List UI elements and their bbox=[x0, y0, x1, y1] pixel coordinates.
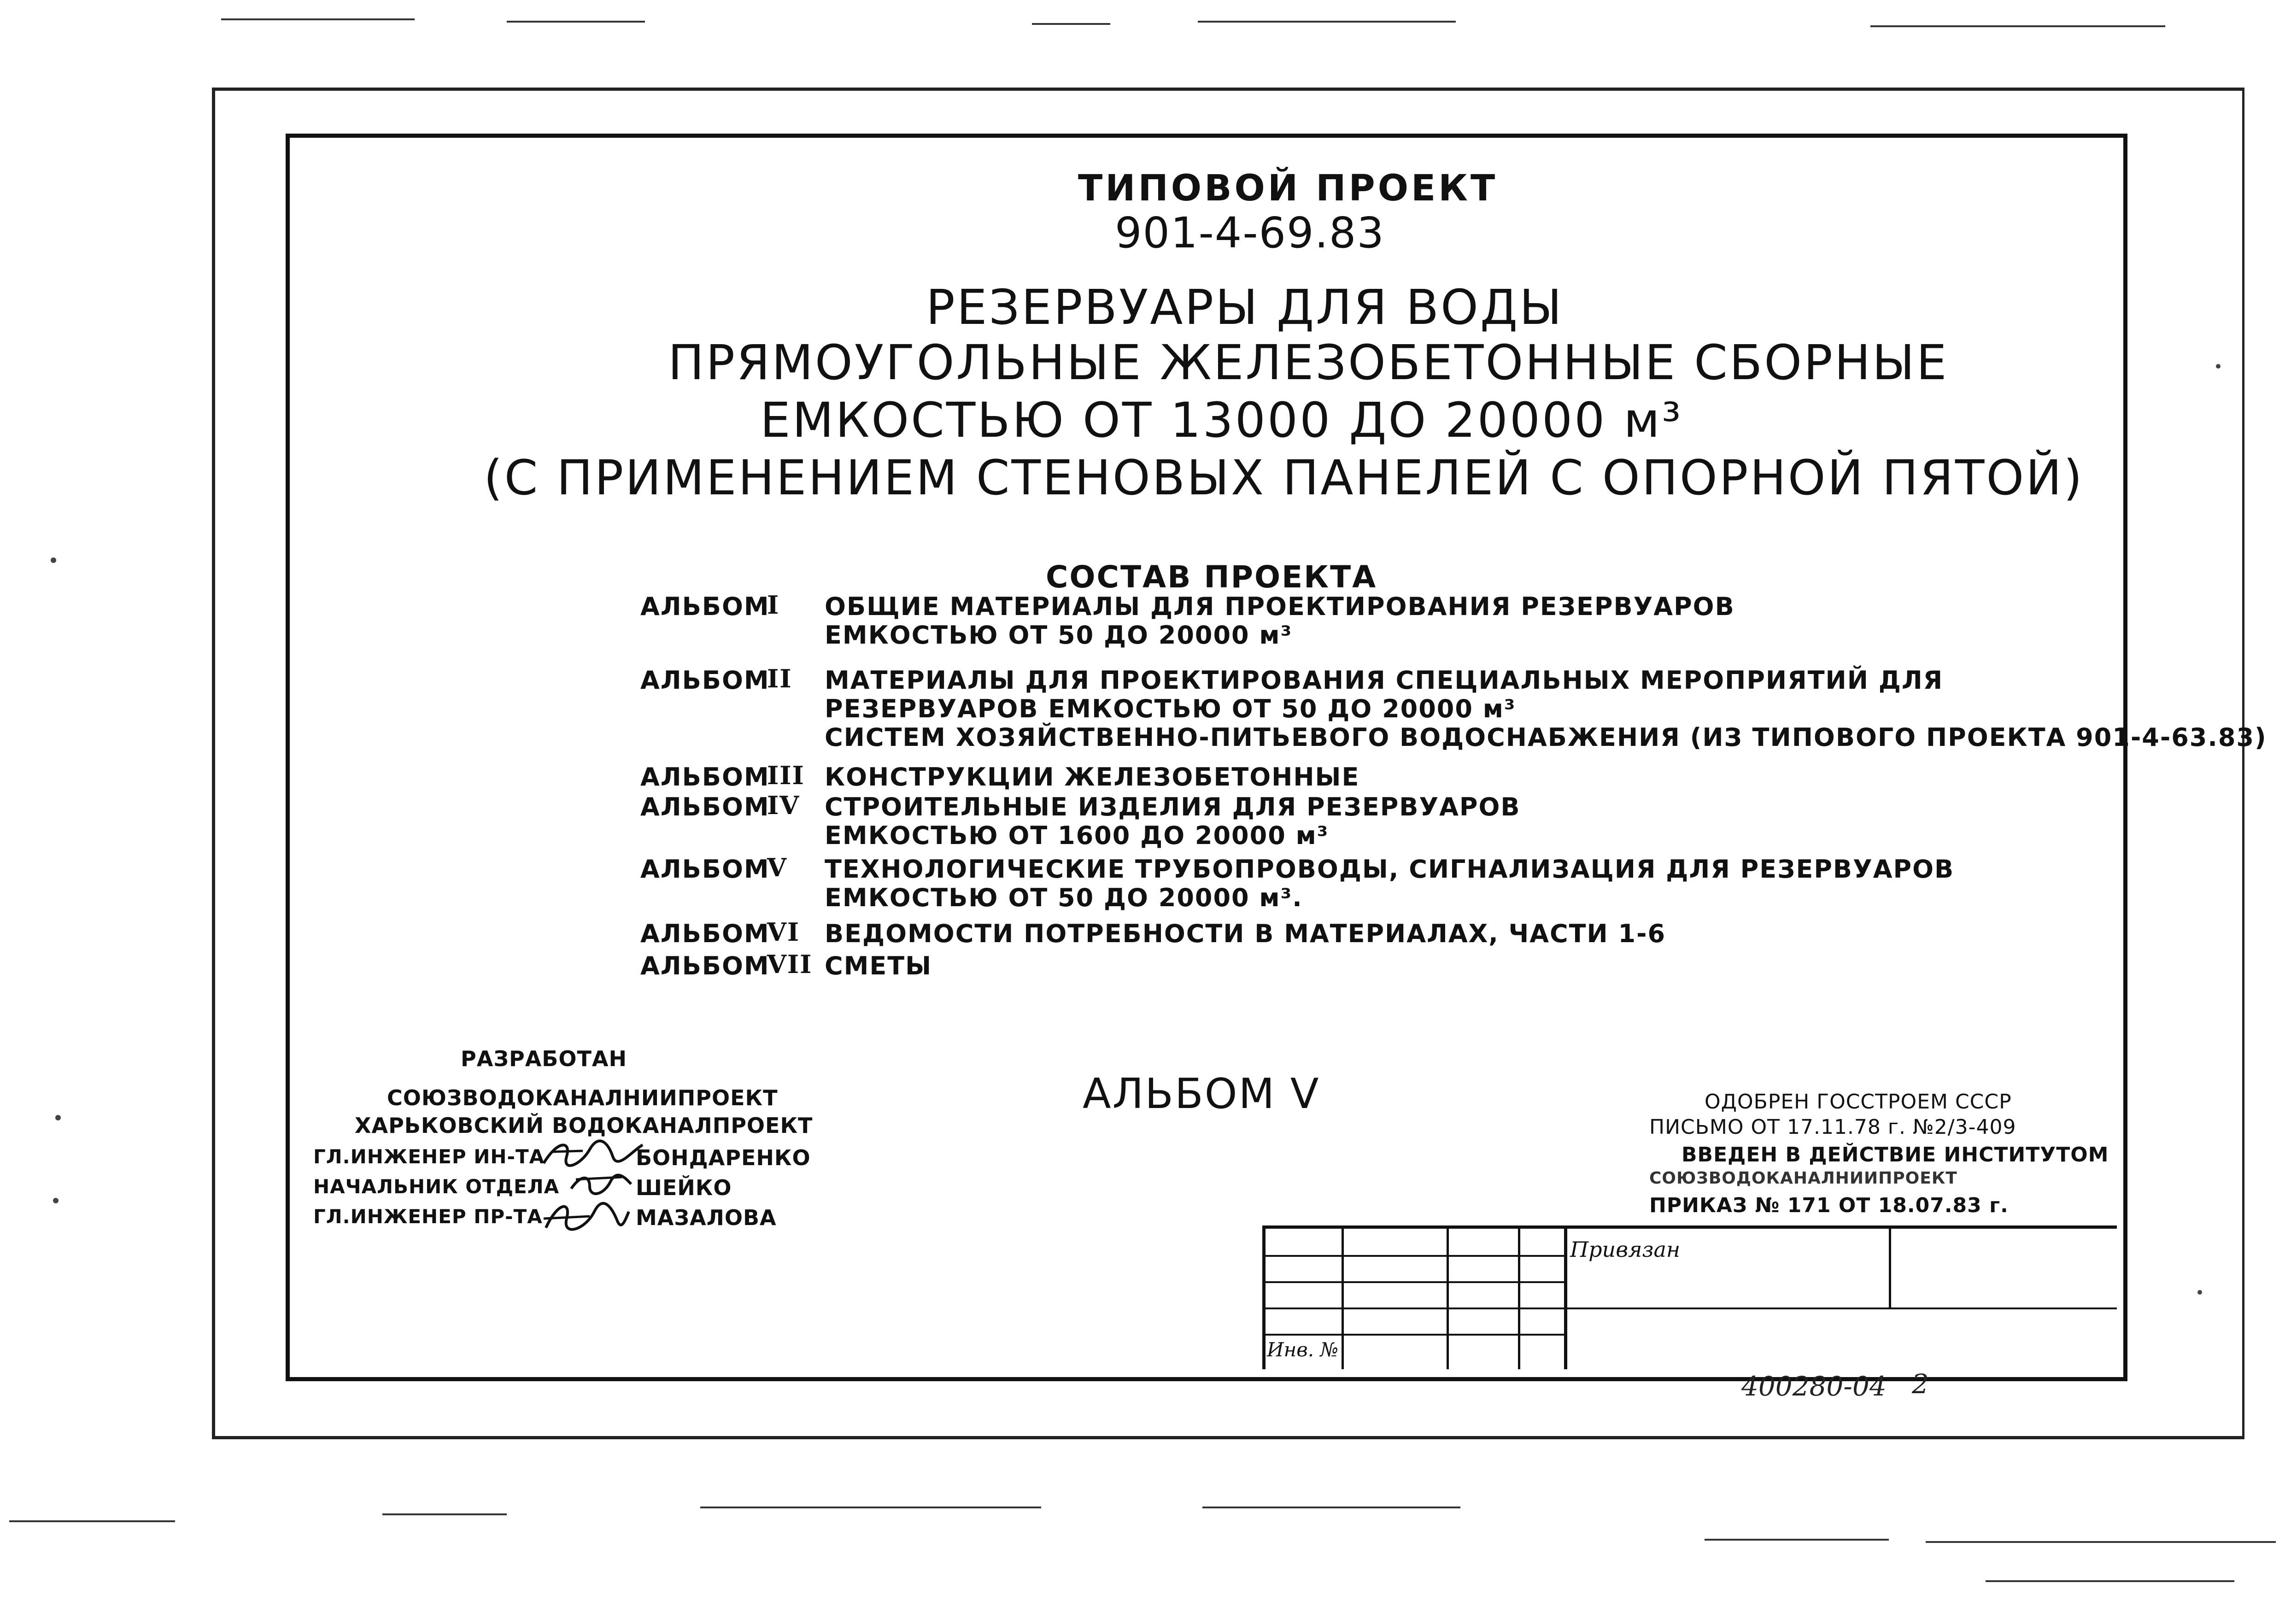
signer-name-3: МАЗАЛОВА bbox=[636, 1205, 777, 1230]
album-description-line: ЕМКОСТЬЮ ОТ 50 ДО 20000 м³. bbox=[825, 883, 1303, 912]
album-description-line: ОБЩИЕ МАТЕРИАЛЫ ДЛЯ ПРОЕКТИРОВАНИЯ РЕЗЕРВУАРОВ bbox=[825, 592, 1735, 621]
signature-icon bbox=[539, 1138, 645, 1170]
title-line-1: РЕЗЕРВУАРЫ ДЛЯ ВОДЫ bbox=[926, 279, 1564, 335]
album-description-line: РЕЗЕРВУАРОВ ЕМКОСТЬЮ ОТ 50 ДО 20000 м³ bbox=[825, 694, 1516, 723]
album-description-line: ЕМКОСТЬЮ ОТ 1600 ДО 20000 м³ bbox=[825, 821, 1329, 850]
scan-mark bbox=[9, 1520, 175, 1522]
scan-mark bbox=[1870, 25, 2165, 27]
scan-mark bbox=[507, 21, 645, 23]
title-stamp bbox=[1262, 1225, 2117, 1369]
album-label: АЛЬБОМ bbox=[640, 762, 770, 791]
signer-name-1: БОНДАРЕНКО bbox=[636, 1145, 811, 1170]
current-album: АЛЬБОМ V bbox=[1083, 1070, 1320, 1118]
album-label: АЛЬБОМ bbox=[640, 792, 770, 821]
title-line-2: ПРЯМОУГОЛЬНЫЕ ЖЕЛЕЗОБЕТОННЫЕ СБОРНЫЕ bbox=[668, 334, 1949, 391]
stamp-privyazan: Привязан bbox=[1570, 1237, 1681, 1262]
developer-org-1: СОЮЗВОДОКАНАЛНИИПРОЕКТ bbox=[387, 1085, 778, 1110]
album-number: V bbox=[767, 853, 787, 882]
album-description-line: КОНСТРУКЦИИ ЖЕЛЕЗОБЕТОННЫЕ bbox=[825, 762, 1360, 791]
album-label: АЛЬБОМ bbox=[640, 855, 770, 884]
composition-heading: СОСТАВ ПРОЕКТА bbox=[1046, 559, 1377, 595]
signer-role-2: НАЧАЛЬНИК ОТДЕЛА bbox=[313, 1175, 560, 1198]
album-description-line: ВЕДОМОСТИ ПОТРЕБНОСТИ В МАТЕРИАЛАХ, ЧАСТИ 1-6 bbox=[825, 919, 1666, 948]
scan-mark bbox=[1986, 1580, 2234, 1582]
title-line-4: (С ПРИМЕНЕНИЕМ СТЕНОВЫХ ПАНЕЛЕЙ С ОПОРНОЙ ПЯТОЙ) bbox=[484, 450, 2084, 506]
album-description-line: ЕМКОСТЬЮ ОТ 50 ДО 20000 м³ bbox=[825, 621, 1293, 650]
album-number: IV bbox=[767, 791, 800, 820]
scan-speck bbox=[55, 1115, 61, 1120]
album-description-line: СТРОИТЕЛЬНЫЕ ИЗДЕЛИЯ ДЛЯ РЕЗЕРВУАРОВ bbox=[825, 792, 1521, 821]
document-code: 400280-04 bbox=[1741, 1371, 1887, 1402]
album-label: АЛЬБОМ bbox=[640, 592, 770, 621]
signature-icon bbox=[539, 1198, 631, 1235]
scan-speck bbox=[2197, 1290, 2202, 1295]
approval-line-1: ОДОБРЕН ГОССТРОЕМ СССР bbox=[1705, 1090, 2012, 1114]
album-label: АЛЬБОМ bbox=[640, 951, 770, 980]
album-description-line: МАТЕРИАЛЫ ДЛЯ ПРОЕКТИРОВАНИЯ СПЕЦИАЛЬНЫХ МЕРОПРИЯТИЙ ДЛЯ bbox=[825, 666, 1944, 695]
scan-mark bbox=[1926, 1541, 2276, 1543]
scan-mark bbox=[1705, 1539, 1889, 1541]
approval-line-3: ВВЕДЕН В ДЕЙСТВИЕ ИНСТИТУТОМ bbox=[1682, 1143, 2109, 1167]
scan-mark bbox=[382, 1513, 507, 1515]
album-description-line: СИСТЕМ ХОЗЯЙСТВЕННО-ПИТЬЕВОГО ВОДОСНАБЖЕНИЯ (ИЗ ТИПОВОГО ПРОЕКТА 901-4-63.83) bbox=[825, 723, 2267, 752]
album-number: II bbox=[767, 664, 792, 693]
approval-line-5: ПРИКАЗ № 171 ОТ 18.07.83 г. bbox=[1649, 1194, 2009, 1217]
sheet-number: 2 bbox=[1912, 1368, 1929, 1400]
signature-icon bbox=[567, 1170, 636, 1198]
scan-mark bbox=[1198, 21, 1456, 23]
album-label: АЛЬБОМ bbox=[640, 919, 770, 948]
title-line-3: ЕМКОСТЬЮ ОТ 13000 ДО 20000 м³ bbox=[760, 392, 1683, 448]
signer-name-2: ШЕЙКО bbox=[636, 1175, 732, 1200]
album-number: VII bbox=[767, 950, 813, 979]
scan-mark bbox=[221, 18, 415, 20]
scan-speck bbox=[51, 557, 56, 563]
header-project-number: 901-4-69.83 bbox=[1115, 208, 1385, 258]
album-number: VI bbox=[767, 917, 800, 947]
approval-line-4: СОЮЗВОДОКАНАЛНИИПРОЕКТ bbox=[1649, 1169, 1957, 1188]
album-description-line: ТЕХНОЛОГИЧЕСКИЕ ТРУБОПРОВОДЫ, СИГНАЛИЗАЦИЯ ДЛЯ РЕЗЕРВУАРОВ bbox=[825, 855, 1955, 884]
signer-role-3: ГЛ.ИНЖЕНЕР ПР-ТА bbox=[313, 1205, 543, 1228]
album-label: АЛЬБОМ bbox=[640, 666, 770, 695]
developer-heading: РАЗРАБОТАН bbox=[461, 1046, 627, 1071]
scan-mark bbox=[1032, 23, 1110, 25]
approval-line-2: ПИСЬМО ОТ 17.11.78 г. №2/3-409 bbox=[1649, 1115, 2016, 1139]
album-number: III bbox=[767, 761, 805, 790]
scan-speck bbox=[53, 1198, 59, 1203]
album-number: I bbox=[767, 590, 780, 620]
signer-role-1: ГЛ.ИНЖЕНЕР ИН-ТА bbox=[313, 1145, 545, 1168]
scan-mark bbox=[700, 1507, 1041, 1508]
stamp-inv-number: Инв. № bbox=[1267, 1338, 1339, 1361]
scan-mark bbox=[1202, 1507, 1460, 1508]
album-description-line: СМЕТЫ bbox=[825, 951, 932, 980]
header-project-type: ТИПОВОЙ ПРОЕКТ bbox=[1078, 168, 1498, 209]
developer-org-2: ХАРЬКОВСКИЙ ВОДОКАНАЛПРОЕКТ bbox=[355, 1113, 813, 1138]
scan-speck bbox=[2216, 364, 2221, 369]
